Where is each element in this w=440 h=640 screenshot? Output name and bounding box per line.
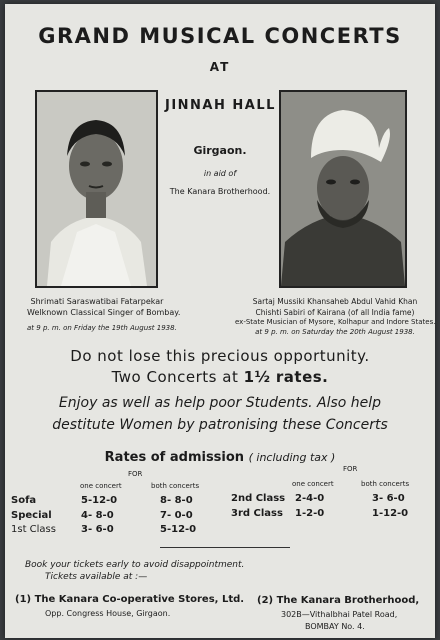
outlet-2-address-1: 302B—Vithalbhai Patel Road, <box>281 610 398 619</box>
message-line-2-prefix: Two Concerts at <box>111 368 239 386</box>
rate-one-concert: 1-2-0 <box>295 508 325 519</box>
rate-class: Sofa <box>11 495 37 506</box>
right-both-concerts-label: both concerts <box>361 480 410 488</box>
locality: Girgaon. <box>193 144 247 157</box>
poster-title: GRAND MUSICAL CONCERTS <box>38 24 402 48</box>
message-line-2 <box>5 368 435 386</box>
rate-both-concerts: 8- 8-0 <box>160 495 193 506</box>
left-artist-photo <box>35 90 158 288</box>
message-line-4: destitute Women by patronising these Concerts <box>52 417 388 433</box>
message-line-1: Do not lose this precious opportunity. <box>70 347 370 365</box>
left-one-concert-label: one concert <box>80 482 122 490</box>
right-artist-name: Sartaj Mussiki Khansaheb Abdul Vahid Khan <box>252 297 418 306</box>
outlet-2-name: (2) The Kanara Brotherhood, <box>257 595 420 606</box>
poster-at: AT <box>209 60 231 74</box>
rate-class: 1st Class <box>11 524 56 535</box>
right-artist-time: at 9 p. m. on Saturday the 20th August 1938. <box>255 328 415 336</box>
rate-both-concerts: 1-12-0 <box>372 508 409 519</box>
rate-both-concerts: 5-12-0 <box>160 524 197 535</box>
man-portrait-image <box>281 92 405 286</box>
left-artist-desc: Welknown Classical Singer of Bombay. <box>27 308 181 317</box>
booking-line-1: Book your tickets early to avoid disappointment. <box>25 560 245 570</box>
venue: JINNAH HALL <box>165 98 276 113</box>
for-label-left: FOR <box>128 470 143 478</box>
outlet-2-address-2: BOMBAY No. 4. <box>305 622 365 631</box>
booking-line-2: Tickets available at :— <box>45 572 148 582</box>
rate-class: 3rd Class <box>231 508 283 519</box>
rate-one-concert: 4- 8-0 <box>81 510 114 521</box>
for-label-right: FOR <box>343 465 358 473</box>
right-artist-desc1: Chishti Sabiri of Kairana (of all India fame) <box>255 308 415 317</box>
message-line-3: Enjoy as well as help poor Students. Also help <box>58 395 382 411</box>
in-aid-of: in aid of <box>203 169 237 178</box>
woman-portrait-image <box>37 92 156 286</box>
outlet-1-address: Opp. Congress House, Girgaon. <box>45 609 171 618</box>
divider-line <box>160 547 290 548</box>
outlet-1-name: (1) The Kanara Co-operative Stores, Ltd. <box>15 594 245 605</box>
left-artist-time: at 9 p. m. on Friday the 19th August 1938. <box>27 324 177 332</box>
right-artist-desc2: ex-State Musician of Mysore, Kolhapur and Indore States. <box>235 318 436 326</box>
rate-both-concerts: 7- 0-0 <box>160 510 193 521</box>
left-both-concerts-label: both concerts <box>151 482 200 490</box>
message-line-2-suffix: rates. <box>275 368 329 386</box>
rate-one-concert: 5-12-0 <box>81 495 118 506</box>
rates-heading-text: Rates of admission <box>104 450 245 465</box>
beneficiary: The Kanara Brotherhood. <box>169 187 271 196</box>
rate-one-concert: 2-4-0 <box>295 493 325 504</box>
left-artist-name: Shrimati Saraswatibai Fatarpekar <box>30 297 164 306</box>
rates-heading <box>5 450 435 465</box>
rate-both-concerts: 3- 6-0 <box>372 493 405 504</box>
rate-class: 2nd Class <box>231 493 286 504</box>
message-line-2-rate: 1½ <box>243 368 271 386</box>
right-one-concert-label: one concert <box>292 480 334 488</box>
rate-class: Special <box>11 510 52 521</box>
rate-one-concert: 3- 6-0 <box>81 524 114 535</box>
poster-sheet <box>5 4 435 638</box>
rates-note: ( including tax ) <box>248 451 336 464</box>
right-artist-photo <box>279 90 407 288</box>
